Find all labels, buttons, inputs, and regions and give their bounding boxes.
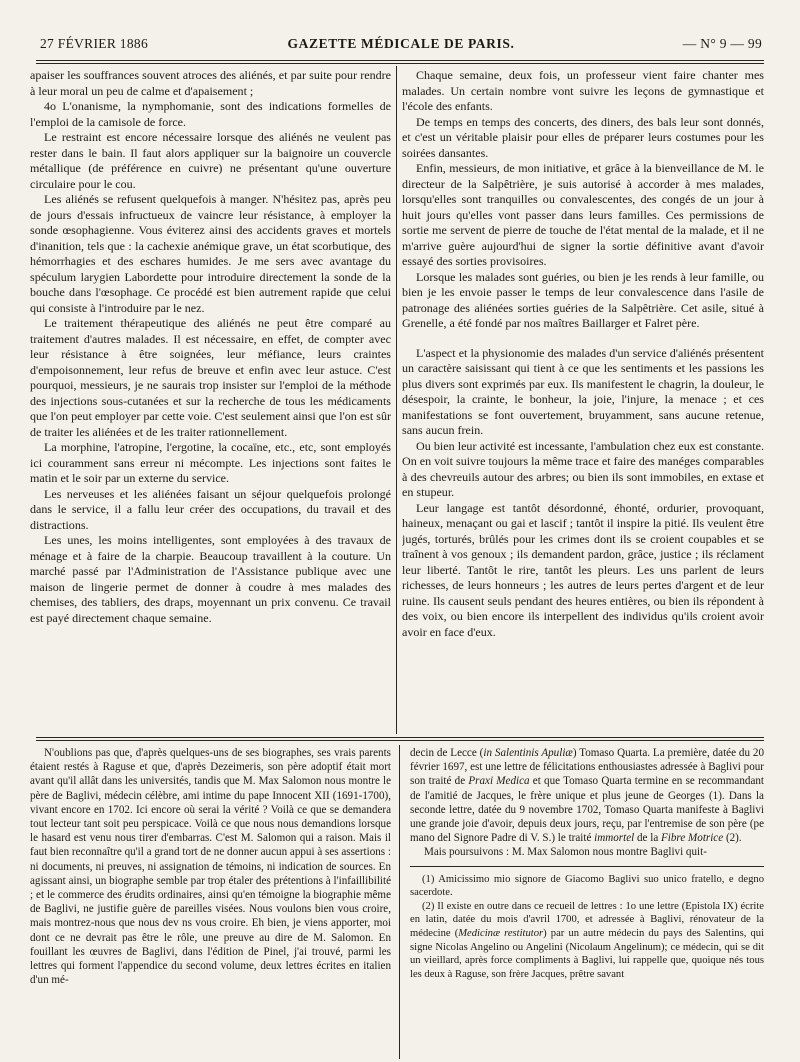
- page-number: — N° 9 — 99: [682, 36, 762, 51]
- feuilleton-rule: [36, 737, 764, 738]
- feuilleton-column-right: [410, 746, 764, 1058]
- paragraph: Ou bien leur activité est incessante, l'ambulation chez eux est constante. On en voit suivre toujours la même trace et faire des manéges comparables à des chevreuils autour des arbres; ou bien ils sont immobiles, en extase et en stupeur.: [402, 438, 764, 499]
- paragraph: Chaque semaine, deux fois, un professeur vient faire chanter mes malades. Un certain nombre vont suivre les leçons de gymnastique et l'école des enfants.: [402, 68, 764, 113]
- footnote-1: (1) Amicissimo mio signore de Giacomo Baglivi suo unico fratello, e degno sacerdote.: [410, 873, 764, 899]
- header-rule-thin: [36, 63, 764, 64]
- paragraph: Lorsque les malades sont guéries, ou bien je les rends à leur famille, ou bien je les envoie passer le temps de leur convalescence dans l'asile de patronage des aliénées sorties guéries de la Salpêtrière. Cet asile, situé à Grenelle, a été fondé par nos maîtres Baillarger et Falret père.: [402, 269, 764, 330]
- paragraph: N'oublions pas que, d'après quelques-uns de ses biographes, ses vrais parents étaient restés à Raguse et que, d'après Dezeimeris, son père adoptif était mort avant qu'il allât dans les universités, tandis que M. Max Salomon nous montre le père de Baglivi, médecin célèbre, ami intime du pape Innocent XII (1691-1700), vivant encore en 1702. Ici encore où serai la vérité ? Voilà ce que se demandera tout lecteur tant soit peu perspicace. Voilà ce que nous nous demandions lorsque le hasard est venu nous tirer d'embarras. C'est M. Salomon qui a raison. Mais il faut bien reconnaître qu'il a grand tort de ne donner aucun appui à ses assertions : ni documents, ni preuves, ni assignation de témoins, ni indication de sources. En agissant ainsi, un biographe semble par trop étaler des prétentions à l'infaillibilité ; et le commerce des érudits ordinaires, ainsi qu'en témoigne la biographie même de Baglivi, ne justifie guère de pareilles visées. Nous voulons bien vous croire, mais montrez-nous que nous dev ns vous croire. Eh bien, je viens apporter, moi dont ce ne devrait pas être le rôle, une preuve au dire de M. Salomon. En fouillant les œuvres de Baglivi, dans l'édition de Pinel, j'ai trouvé, parmi les lettres qui forment l'appendice du second volume, deux lettres écrites en italien d'un mé-: [30, 747, 391, 987]
- paragraph: Enfin, messieurs, de mon initiative, et grâce à la bienveillance de M. le directeur de la Salpêtrière, je suis autorisé à accorder à mes malades, lorsqu'elles sont tranquilles ou convalescentes, des congés de un jour à huit jours qu'elles vont passer dans leurs familles. Ces permissions de sortie me servent de pierre de touche de l'état mental de la malade, et il ne m'arrive guère aujourd'hui de signer la sortie définitive avant d'avoir essayé des sorties provisoires.: [402, 161, 764, 268]
- paragraph: Les nerveuses et les aliénées faisant un séjour quelquefois prolongé dans le service, il a fallu leur créer des occupations, du travail et des distractions.: [30, 486, 391, 532]
- paragraph: Les aliénés se refusent quelquefois à manger. N'hésitez pas, après peu de jours d'essais infructueux de vaincre leur résistance, à employer la sonde œsophagienne. Vous éviterez ainsi des accidents graves et mortels d'inanition, tels que : la cachexie anémique grave, un état scorbutique, des hémorrhagies et des eschares humides. Je me sers avec avantage du spéculum larygien Labordette pour introduire directement la sonde de la bouche dans l'œsophage. Ce procédé est bien autrement rapide que celui qui consiste à l'introduire par le nez.: [30, 192, 391, 315]
- footnote-2: (2) Il existe en outre dans ce recueil de lettres : 1o une lettre (Epistola IX) écrite en latin, datée du mois d'avril 1700, et adressée à Baglivi, rénovateur de la médecine (Medicinæ restitutor) par un autre médecin du pays des Salentins, qui signe Nicolas Angelino ou Angelini (Nicolaum Angelinum); ce médecin, qui se dit un vieillard, après force compliments à Baglivi, lui rappelle que, quoique nés tous les deux à Raguse, son frère Jacques, prêtre savant: [410, 900, 764, 980]
- paragraph: L'aspect et la physionomie des malades d'un service d'aliénés présentent un caractère saisissant qui tient à ce que les sentiments et les passions les plus divers sont exprimés par eux. Ils manifestent le chagrin, la douleur, le désespoir, la crainte, le bonheur, la joie, l'injure, la menace ; et ces manifestations se font ouvertement, bruyamment, sans aucune retenue, sans aucun frein.: [402, 345, 764, 437]
- footnotes: [410, 873, 764, 982]
- main-column-right: [402, 68, 764, 732]
- paragraph: Le restraint est encore nécessaire lorsque des aliénés ne veulent pas rester dans le bain. Il faut alors appliquer sur la baignoire un couvercle métallique (de préférence en cuivre) ne présentant qu'une ouverture circulaire pour le cou.: [30, 130, 391, 191]
- footnote-rule: [410, 866, 764, 867]
- issue-date: 27 FÉVRIER 1886: [40, 36, 149, 51]
- paragraph: Mais poursuivons : M. Max Salomon nous montre Baglivi quit-: [424, 846, 707, 859]
- paragraph: Leur langage est tantôt désordonné, éhonté, ordurier, provoquant, haineux, menaçant ou gai et lascif ; tantôt il inspire la pitié. Ils veulent être jugés, torturés, brûlés pour les crimes dont ils se croient coupables et se traînent à vos genoux ; ils demandent pardon, grâce, justice ; ils réclament leur liberté. Tantôt le rire, tantôt les pleurs. Les uns parlent de leurs richesses, de leurs honneurs ; les autres de leurs pertes d'argent et de leur ruine. Ils causent seuls pendant des heures entières, ou bien ils répondent à des voix, ou bien encore ils interpellent des individus qu'ils croient avoir avoir en face d'eux.: [402, 500, 764, 639]
- section-break: [402, 332, 764, 346]
- feuilleton-column-divider: [399, 745, 400, 1059]
- feuilleton-rule-thin: [36, 740, 764, 741]
- paragraph: Les unes, les moins intelligentes, sont employées à des travaux de ménage et à faire de la charpie. Beaucoup travaillent à la couture. Un marché passé par l'Administration de l'Assistance publique avec une maison de lingerie permet de donner à coudre à mes malades des chemises, des tabliers, des draps, moyennant un prix convenu. Ce travail est payé directement chaque semaine.: [30, 533, 391, 625]
- main-column-left: [30, 68, 391, 732]
- paragraph: Le traitement thérapeutique des aliénés ne peut être comparé au traitement d'autres malades. Il est nécessaire, en effet, de compter avec leur résistance à être soignées, leur méfiance, leurs craintes d'empoisonnement, leur refus de breuve et enfin avec leur astuce. C'est pourquoi, messieurs, je ne saurais trop insister sur l'emploi de la méthode des injections sous-cutanées et sur la recherche de tous les médicaments que l'on peut employer par cette voie. C'est seulement ainsi que l'on est sûr de traiter les aliénées et de les traiter rationnellement.: [30, 316, 391, 439]
- journal-title: GAZETTE MÉDICALE DE PARIS.: [287, 36, 515, 51]
- paragraph: 4o L'onanisme, la nymphomanie, sont des indications formelles de l'emploi de la camisole de force.: [30, 99, 391, 129]
- header-rule: [36, 60, 764, 61]
- page-header: [40, 36, 762, 56]
- feuilleton-column-left: [30, 746, 391, 1058]
- paragraph: apaiser les souffrances souvent atroces des aliénés, et par suite pour rendre à leur moral un peu de calme et d'apaisement ;: [30, 68, 391, 98]
- paragraph: La morphine, l'atropine, l'ergotine, la cocaïne, etc., etc, sont employés ici couramment sans erreur ni mécompte. Les injections sont faites le matin et le soir par un externe du service.: [30, 440, 391, 485]
- paragraph: De temps en temps des concerts, des diners, des bals leur sont donnés, et c'est un véritable plaisir pour elles de préparer leurs costumes pour les soirées dansantes.: [402, 114, 764, 160]
- column-divider: [396, 66, 397, 734]
- paragraph: decin de Lecce (in Salentinis Apuliæ) Tomaso Quarta. La première, datée du 20 février 1697, est une lettre de félicitations enthousiastes adressée à Baglivi pour son traité de Praxi Medica et que Tomaso Quarta termine en se recommandant de l'amitié de Jacques, le frère unique et plus jeune de Georges (1). Dans la seconde lettre, datée du 9 novembre 1702, Tomaso Quarta manifeste à Baglivi une grande joie d'avoir, depuis deux jours, reçu, par l'entremise de son père (pe mano del Signore Padre di V. S.) le traité immortel de la Fibre Motrice (2).: [410, 747, 764, 845]
